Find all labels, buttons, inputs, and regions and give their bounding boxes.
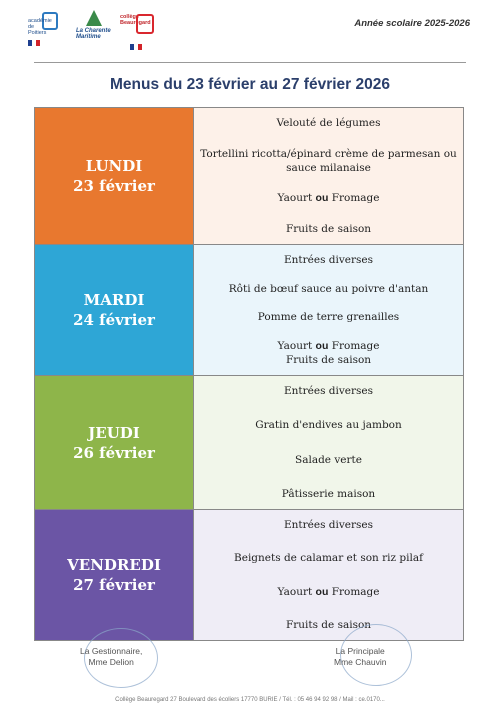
day-name: LUNDI bbox=[85, 157, 143, 175]
day-date: 27 février bbox=[73, 576, 155, 594]
dish-item: Gratin d'endives au jambon bbox=[255, 419, 402, 432]
header-divider bbox=[34, 62, 466, 63]
dish-item: Entrées diverses bbox=[283, 254, 374, 266]
dish-item bbox=[278, 191, 380, 205]
dishes-cell bbox=[194, 510, 463, 640]
day-cell bbox=[35, 245, 194, 375]
dish-choice-line bbox=[278, 585, 380, 599]
day-cell bbox=[35, 108, 194, 244]
dish-choice-second: Fromage bbox=[331, 339, 380, 352]
dish-item bbox=[278, 585, 380, 599]
dish-choice-line bbox=[278, 191, 380, 205]
dish-item: Pâtisserie maison bbox=[281, 487, 376, 500]
dish-item: Rôti de bœuf sauce au poivre d'antan bbox=[228, 282, 429, 295]
dish-choice-first: Yaourt bbox=[277, 585, 313, 598]
day-name: JEUDI bbox=[88, 423, 140, 442]
school-year: Année scolaire 2025-2026 bbox=[354, 18, 470, 29]
dish-choice-line bbox=[278, 339, 380, 353]
dish-item: Velouté de légumes bbox=[276, 117, 381, 129]
dish-item: Entrées diverses bbox=[283, 519, 374, 531]
dish-choice-second: Fromage bbox=[331, 585, 380, 598]
dish-item: Salade verte bbox=[295, 453, 362, 466]
dish-item: Tortellini ricotta/épinard crème de parmesan ou sauce milanaise bbox=[200, 147, 457, 174]
signature-left-name: Mme Delion bbox=[88, 657, 134, 667]
day-row bbox=[35, 108, 463, 245]
department-logo-text: La Charente Maritime bbox=[76, 28, 111, 40]
academy-logo-text: académie de Poitiers bbox=[28, 18, 52, 36]
signature-right-role: La Principale bbox=[335, 646, 385, 656]
dish-choice-or: ou bbox=[315, 339, 329, 352]
dish-extra: Fruits de saison bbox=[285, 353, 372, 366]
day-row bbox=[35, 510, 463, 640]
header-logos bbox=[28, 10, 168, 54]
dishes-cell bbox=[194, 108, 463, 244]
day-row bbox=[35, 376, 463, 510]
sail-icon bbox=[86, 10, 102, 26]
dish-item: Beignets de calamar et son riz pilaf bbox=[234, 552, 423, 565]
dish-choice-first: Yaourt bbox=[277, 339, 313, 352]
dishes-cell bbox=[194, 245, 463, 375]
college-logo-text: collège Beauregard bbox=[120, 14, 151, 26]
day-name: MARDI bbox=[83, 291, 145, 309]
menu-table bbox=[34, 107, 464, 641]
dish-item: Fruits de saison bbox=[285, 618, 372, 631]
day-name: VENDREDI bbox=[67, 556, 161, 574]
day-cell bbox=[35, 510, 194, 640]
day-row bbox=[35, 245, 463, 376]
day-date: 24 février bbox=[73, 311, 155, 329]
day-date: 23 février bbox=[73, 177, 155, 195]
signature-left bbox=[80, 646, 142, 668]
day-cell bbox=[35, 376, 194, 509]
dish-choice-second: Fromage bbox=[331, 192, 380, 205]
footer-address: Collège Beauregard 27 Boulevard des écoliers 17770 BURIE / Tél. : 05 46 94 92 98 / Mail : ce.0170... bbox=[115, 697, 385, 703]
signature-right-name: Mme Chauvin bbox=[334, 657, 387, 667]
college-e-icon bbox=[136, 14, 154, 34]
dish-item bbox=[278, 339, 380, 367]
dish-choice-or: ou bbox=[315, 192, 329, 205]
dish-choice-first: Yaourt bbox=[277, 192, 313, 205]
dishes-cell bbox=[194, 376, 463, 509]
page-title: Menus du 23 février au 27 février 2026 bbox=[109, 76, 390, 93]
french-flag-icon bbox=[28, 40, 40, 46]
dish-item: Pomme de terre grenailles bbox=[257, 311, 400, 324]
dish-choice-or: ou bbox=[315, 585, 329, 598]
dish-item: Fruits de saison bbox=[285, 222, 372, 235]
signature-left-role: La Gestionnaire, bbox=[80, 646, 143, 656]
french-flag-icon bbox=[130, 44, 142, 50]
signature-right bbox=[334, 646, 386, 668]
day-date: 26 février bbox=[73, 443, 155, 462]
dish-item: Entrées diverses bbox=[283, 385, 374, 397]
